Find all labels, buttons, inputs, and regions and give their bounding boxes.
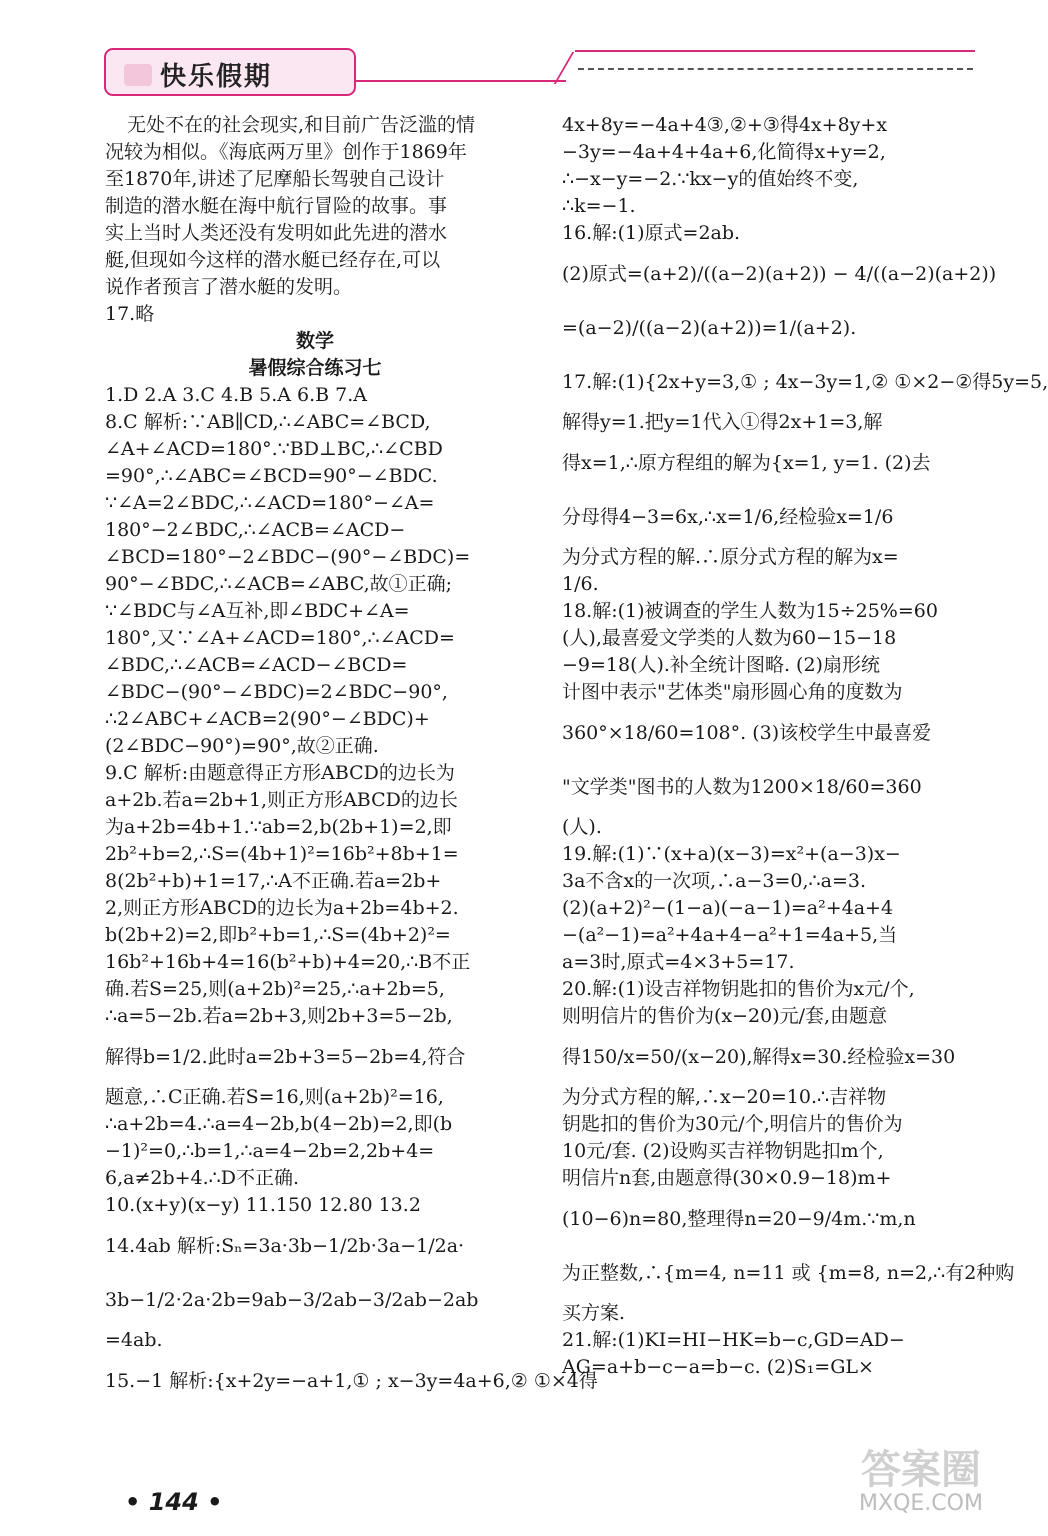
text-line: 180°−2∠BDC,∴∠ACB=∠ACD− [105, 519, 406, 541]
text-line: ∴2∠ABC+∠ACB=2(90°−∠BDC)+ [105, 708, 430, 730]
text-line: 计图中表示"艺体类"扇形圆心角的度数为 [562, 681, 903, 703]
text-line: ∵∠BDC与∠A互补,即∠BDC+∠A= [105, 600, 410, 622]
text-line: ∴k=−1. [562, 195, 636, 217]
text-line: 为a+2b=4b+1.∵ab=2,b(2b+1)=2,即 [105, 816, 452, 838]
text-line: 2,则正方形ABCD的边长为a+2b=4b+2. [105, 897, 459, 919]
text-line: 得150/x=50/(x−20),解得x=30.经检验x=30 [562, 1046, 956, 1068]
header-ornament [124, 64, 152, 86]
watermark-logo: 答案圈 [861, 1447, 981, 1493]
text-line: 3a不含x的一次项,∴a−3=0,∴a=3. [562, 870, 867, 892]
text-line: ∠A+∠ACD=180°.∵BD⊥BC,∴∠CBD [105, 438, 443, 460]
text-line: (人). [562, 816, 602, 838]
text-line: (2)(a+2)²−(1−a)(−a−1)=a²+4a+4 [562, 897, 894, 919]
text-line: 10元/套. (2)设购买吉祥物钥匙扣m个, [562, 1140, 884, 1162]
text-line: 解得y=1.把y=1代入①得2x+1=3,解 [562, 411, 883, 433]
answer-18: 18.解:(1)被调查的学生人数为15÷25%=60 [562, 600, 938, 622]
text-line: =90°,∴∠ABC=∠BCD=90°−∠BDC. [105, 465, 438, 487]
text-line: 360°×18/60=108°. (3)该校学生中最喜爱 [562, 722, 932, 744]
text-line: AG=a+b−c−a=b−c. (2)S₁=GL× [562, 1356, 874, 1378]
text-line: 解得b=1/2.此时a=2b+3=5−2b=4,符合 [105, 1046, 466, 1068]
answer-10-13: 10.(x+y)(x−y) 11.150 12.80 13.2 [105, 1194, 421, 1216]
text-line: 说作者预言了潜水艇的发明。 [105, 276, 353, 298]
right-column [562, 112, 1048, 1381]
answer-17: 17.解:(1){2x+y=3,① ; 4x−3y=1,② ①×2−②得5y=5, [562, 371, 1048, 393]
text-line: 钥匙扣的售价为30元/个,明信片的售价为 [562, 1113, 903, 1135]
watermark-url: MXQE.COM [859, 1491, 983, 1516]
answer-20: 20.解:(1)设吉祥物钥匙扣的售价为x元/个, [562, 978, 915, 1000]
header-title: 快乐假期 [160, 62, 273, 92]
text-line: 制造的潜水艇在海中航行冒险的故事。事 [105, 195, 448, 217]
text-line: 为正整数,∴{m=4, n=11 或 {m=8, n=2,∴有2种购 [562, 1262, 1015, 1284]
text-line: 6,a≠2b+4.∴D不正确. [105, 1167, 300, 1189]
answer-19: 19.解:(1)∵(x+a)(x−3)=x²+(a−3)x− [562, 843, 901, 865]
text-line: 8(2b²+b)+1=17,∴A不正确.若a=2b+ [105, 870, 442, 892]
text-line: 分母得4−3=6x,∴x=1/6,经检验x=1/6 [562, 506, 894, 528]
text-line: −3y=−4a+4+4a+6,化简得x+y=2, [562, 141, 886, 163]
text-line: (10−6)n=80,整理得n=20−9/4m.∵m,n [562, 1208, 916, 1230]
header-rule [356, 80, 566, 82]
text-line: 确.若S=25,则(a+2b)²=25,∴a+2b=5, [105, 978, 445, 1000]
section-heading: 数学 [295, 330, 334, 352]
text-line: 题意,∴C正确.若S=16,则(a+2b)²=16, [105, 1086, 444, 1108]
text-line: 4x+8y=−4a+4③,②+③得4x+8y+x [562, 114, 888, 136]
text-line: 则明信片的售价为(x−20)元/套,由题意 [562, 1005, 888, 1027]
text-line: −9=18(人).补全统计图略. (2)扇形统 [562, 654, 880, 676]
text-line: ∵∠A=2∠BDC,∴∠ACD=180°−∠A= [105, 492, 435, 514]
text-line: a=3时,原式=4×3+5=17. [562, 951, 795, 973]
text-line: −1)²=0,∴b=1,∴a=4−2b=2,2b+4= [105, 1140, 435, 1162]
text-line: 2b²+b=2,∴S=(4b+1)²=16b²+8b+1= [105, 843, 459, 865]
text-line: 180°,又∵∠A+∠ACD=180°,∴∠ACD= [105, 627, 455, 649]
text-line: ∴−x−y=−2.∵kx−y的值始终不变, [562, 168, 859, 190]
text-line: 为分式方程的解,∴x−20=10.∴吉祥物 [562, 1086, 887, 1108]
watermark [836, 1448, 1006, 1518]
text-line: ∴a=5−2b.若a=2b+3,则2b+3=5−2b, [105, 1005, 453, 1027]
header-top-rule [575, 50, 975, 52]
answer-9: 9.C 解析:由题意得正方形ABCD的边长为 [105, 762, 455, 784]
text-line: 明信片n套,由题意得(30×0.9−18)m+ [562, 1167, 892, 1189]
answer-1-7: 1.D 2.A 3.C 4.B 5.A 6.B 7.A [105, 384, 367, 406]
page-number: • 144 • [125, 1488, 223, 1516]
text-line: 无处不在的社会现实,和目前广告泛滥的情 [127, 114, 476, 136]
text-line: 况较为相似。《海底两万里》创作于1869年 [105, 141, 467, 163]
text-line: (人),最喜爱文学类的人数为60−15−18 [562, 627, 897, 649]
text-line: (2∠BDC−90°)=90°,故②正确. [105, 735, 379, 757]
answer-21: 21.解:(1)KI=HI−HK=b−c,GD=AD− [562, 1329, 905, 1351]
text-line: "文学类"图书的人数为1200×18/60=360 [562, 776, 922, 798]
answer-14: 14.4ab 解析:Sₙ=3a·3b−1/2b·3a−1/2a· [105, 1235, 465, 1257]
text-line: 买方案. [562, 1302, 626, 1324]
text-line: 90°−∠BDC,∴∠ACB=∠ABC,故①正确; [105, 573, 453, 595]
answer-16: 16.解:(1)原式=2ab. [562, 222, 741, 244]
text-line: (2)原式=(a+2)/((a−2)(a+2)) − 4/((a−2)(a+2)) [562, 263, 997, 285]
text-line: 为分式方程的解.∴原分式方程的解为x= [562, 546, 899, 568]
text-line: 至1870年,讲述了尼摩船长驾驶自己设计 [105, 168, 445, 190]
section-subheading: 暑假综合练习七 [248, 357, 382, 379]
text-line: =(a−2)/((a−2)(a+2))=1/(a+2). [562, 317, 857, 339]
header-dashed-rule [578, 68, 973, 70]
text-line: 16b²+16b+4=16(b²+b)+4=20,∴B不正 [105, 951, 471, 973]
text-line: ∠BCD=180°−2∠BDC−(90°−∠BDC)= [105, 546, 471, 568]
text-line: 艇,但现如今这样的潜水艇已经存在,可以 [105, 249, 441, 271]
text-line: 实上当时人类还没有发明如此先进的潜水 [105, 222, 448, 244]
text-line: 3b−1/2·2a·2b=9ab−3/2ab−3/2ab−2ab [105, 1289, 479, 1311]
text-line: −(a²−1)=a²+4a+4−a²+1=4a+5,当 [562, 924, 898, 946]
text-line: 1/6. [562, 573, 599, 595]
text-line: a+2b.若a=2b+1,则正方形ABCD的边长 [105, 789, 458, 811]
text-line: ∠BDC−(90°−∠BDC)=2∠BDC−90°, [105, 681, 448, 703]
text-line: 得x=1,∴原方程组的解为{x=1, y=1. (2)去 [562, 452, 931, 474]
text-line: b(2b+2)=2,即b²+b=1,∴S=(4b+2)²= [105, 924, 451, 946]
text-line: =4ab. [105, 1329, 163, 1351]
text-line: ∠BDC,∴∠ACB=∠ACD−∠BCD= [105, 654, 408, 676]
answer-8: 8.C 解析:∵AB∥CD,∴∠ABC=∠BCD, [105, 411, 431, 433]
text-line: ∴a+2b=4.∴a=4−2b,b(4−2b)=2,即(b [105, 1113, 453, 1135]
answer-15: 15.−1 解析:{x+2y=−a+1,① ; x−3y=4a+6,② ①×4得 [105, 1370, 598, 1392]
answer-17: 17.略 [105, 303, 155, 325]
